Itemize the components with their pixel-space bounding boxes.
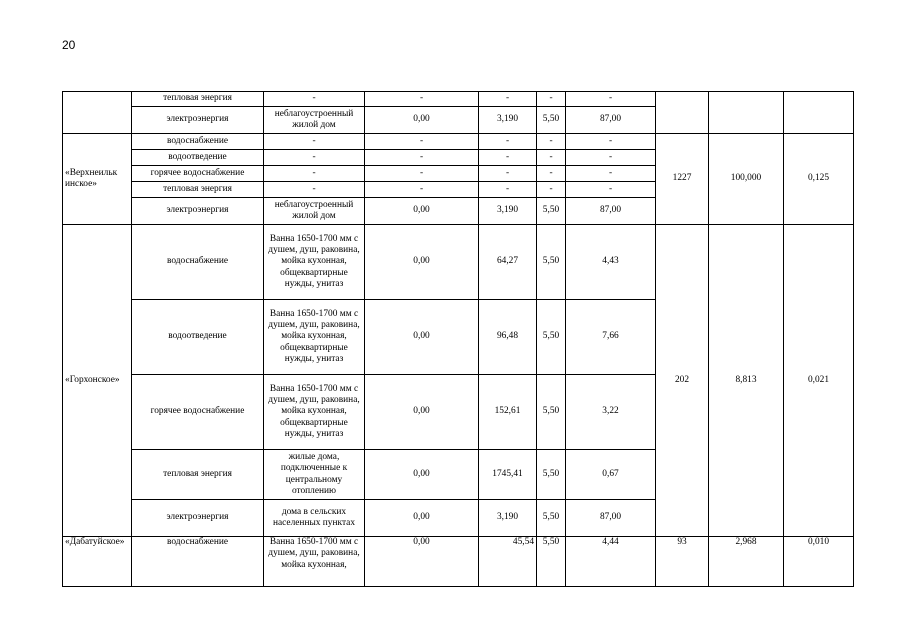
total-value-cell: 2,968 (709, 537, 784, 587)
value-cell: 7,66 (566, 300, 656, 375)
value-cell: 0,00 (365, 300, 479, 375)
value-cell: - (566, 166, 656, 182)
table-row (63, 92, 854, 107)
value-cell: 3,22 (566, 375, 656, 450)
utility-cell: электроэнергия (132, 500, 264, 537)
value-cell: - (566, 134, 656, 150)
category-cell: - (264, 134, 365, 150)
utility-cell: тепловая энергия (132, 450, 264, 500)
category-cell: жилые дома, подключенные к центральному отоплению (264, 450, 365, 500)
value-cell: - (479, 150, 537, 166)
value-cell: 1745,41 (479, 450, 537, 500)
population-cell (656, 92, 709, 134)
utility-cell: электроэнергия (132, 198, 264, 225)
table-row (63, 134, 854, 150)
value-cell: 0,00 (365, 537, 479, 587)
utility-cell: тепловая энергия (132, 182, 264, 198)
value-cell: - (365, 92, 479, 107)
value-cell: 87,00 (566, 500, 656, 537)
category-cell: - (264, 182, 365, 198)
value-cell: - (365, 150, 479, 166)
value-cell: - (566, 92, 656, 107)
utility-cell: водоотведение (132, 300, 264, 375)
value-cell: - (537, 182, 566, 198)
share-cell: 0,021 (784, 225, 854, 537)
value-cell: 3,190 (479, 107, 537, 134)
utility-cell: водоснабжение (132, 225, 264, 300)
utility-cell: водоснабжение (132, 134, 264, 150)
value-cell: 87,00 (566, 198, 656, 225)
category-cell: Ванна 1650-1700 мм с душем, душ, раковина, мойка кухонная, (264, 537, 365, 587)
utility-cell: электроэнергия (132, 107, 264, 134)
value-cell: - (365, 166, 479, 182)
value-cell: 5,50 (537, 500, 566, 537)
share-cell: 0,010 (784, 537, 854, 587)
population-cell: 202 (656, 225, 709, 537)
value-cell: 96,48 (479, 300, 537, 375)
page-number: 20 (62, 38, 76, 52)
category-cell: Ванна 1650-1700 мм с душем, душ, раковина, мойка кухонная, общеквартирные нужды, унитаз (264, 300, 365, 375)
category-cell: - (264, 150, 365, 166)
category-cell: Ванна 1650-1700 мм с душем, душ, раковина, мойка кухонная, общеквартирные нужды, унитаз (264, 375, 365, 450)
value-cell: - (537, 150, 566, 166)
value-cell: 0,00 (365, 107, 479, 134)
utility-cell: горячее водоснабжение (132, 375, 264, 450)
population-cell: 1227 (656, 134, 709, 225)
utility-cell: горячее водоснабжение (132, 166, 264, 182)
category-cell: неблагоустроенный жилой дом (264, 107, 365, 134)
value-cell: 5,50 (537, 107, 566, 134)
total-value-cell: 100,000 (709, 134, 784, 225)
share-cell: 0,125 (784, 134, 854, 225)
value-cell: - (537, 134, 566, 150)
share-cell (784, 92, 854, 134)
value-cell: 152,61 (479, 375, 537, 450)
value-cell: - (537, 166, 566, 182)
value-cell: - (479, 182, 537, 198)
utility-cell: водоснабжение (132, 537, 264, 587)
value-cell: 3,190 (479, 500, 537, 537)
settlement-cell: «Дабатуйское» (63, 537, 132, 587)
table-row (63, 537, 854, 587)
category-cell: - (264, 92, 365, 107)
category-cell: дома в сельских населенных пунктах (264, 500, 365, 537)
value-cell: - (365, 134, 479, 150)
value-cell: 5,50 (537, 450, 566, 500)
value-cell: - (479, 166, 537, 182)
value-cell: 87,00 (566, 107, 656, 134)
table-row (63, 225, 854, 300)
value-cell: 0,00 (365, 225, 479, 300)
value-cell: - (479, 92, 537, 107)
value-cell: 4,44 (566, 537, 656, 587)
total-value-cell: 8,813 (709, 225, 784, 537)
value-cell: 45,54 (479, 537, 537, 587)
value-cell: - (566, 182, 656, 198)
category-cell: неблагоустроенный жилой дом (264, 198, 365, 225)
category-cell: Ванна 1650-1700 мм с душем, душ, раковина, мойка кухонная, общеквартирные нужды, унитаз (264, 225, 365, 300)
population-cell: 93 (656, 537, 709, 587)
value-cell: 5,50 (537, 300, 566, 375)
value-cell: 5,50 (537, 225, 566, 300)
value-cell: 5,50 (537, 198, 566, 225)
value-cell: 0,67 (566, 450, 656, 500)
total-value-cell (709, 92, 784, 134)
settlement-cell: «Верхнеильк инское» (63, 134, 132, 225)
value-cell: 64,27 (479, 225, 537, 300)
value-cell: - (566, 150, 656, 166)
tariff-table (62, 91, 853, 587)
settlement-cell (63, 92, 132, 134)
value-cell: 0,00 (365, 375, 479, 450)
value-cell: 0,00 (365, 450, 479, 500)
value-cell: - (537, 92, 566, 107)
utility-cell: тепловая энергия (132, 92, 264, 107)
value-cell: 0,00 (365, 500, 479, 537)
settlement-cell: «Горхонское» (63, 225, 132, 537)
value-cell: - (479, 134, 537, 150)
value-cell: 4,43 (566, 225, 656, 300)
value-cell: 3,190 (479, 198, 537, 225)
category-cell: - (264, 166, 365, 182)
value-cell: 5,50 (537, 537, 566, 587)
value-cell: 0,00 (365, 198, 479, 225)
utility-cell: водоотведение (132, 150, 264, 166)
value-cell: - (365, 182, 479, 198)
value-cell: 5,50 (537, 375, 566, 450)
